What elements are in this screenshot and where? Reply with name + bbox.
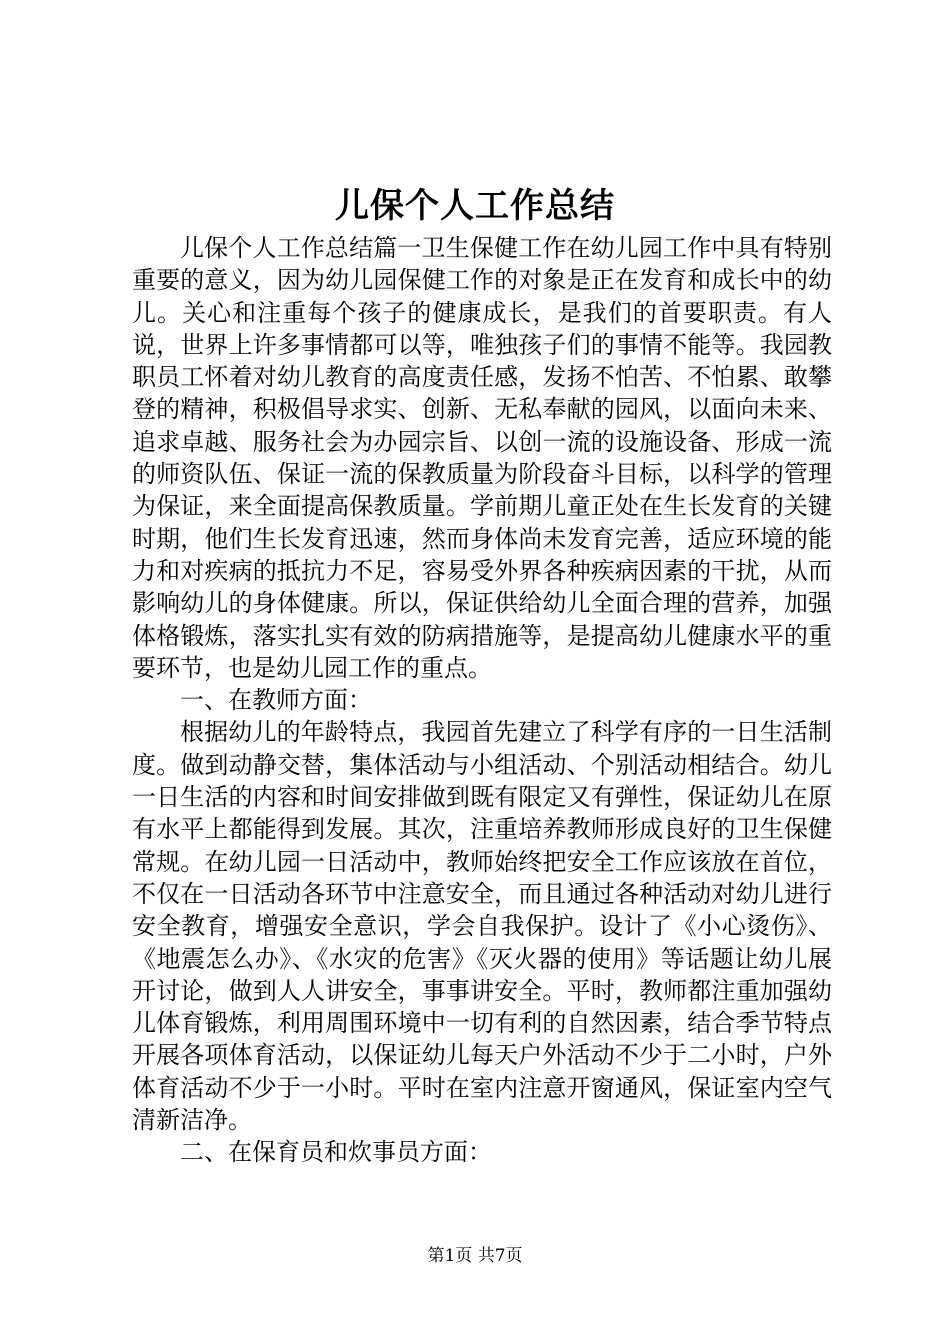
document-body — [132, 232, 832, 1169]
document-title: 儿保个人工作总结 — [335, 186, 615, 226]
section-heading: 一、在教师方面： — [180, 686, 372, 715]
body-paragraph: 根据幼儿的年龄特点，我园首先建立了科学有序的一日生活制度。做到动静交替，集体活动与小组活动、个别活动相结合。幼儿一日生活的内容和时间安排做到既有限定又有弹性，保证幼儿在原有水平上都能得到发展。其次，注重培养教师形成良好的卫生保健常规。在幼儿园一日活动中，教师始终把安全工作应该放在首位，不仅在一日活动各环节中注意安全，而且通过各种活动对幼儿进行安全教育，增强安全意识，学会自我保护。设计了《小心烫伤》、《地震怎么办》、《水灾的危害》《灭火器的使用》等话题让幼儿展开讨论，做到人人讲安全，事事讲安全。平时，教师都注重加强幼儿体育锻炼，利用周围环境中一切有利的自然因素，结合季节特点开展各项体育活动，以保证幼儿每天户外活动不少于二小时，户外体育活动不少于一小时。平时在室内注意开窗通风，保证室内空气清新洁净。 — [132, 718, 832, 1135]
page-number-footer: 第1页 共7页 — [427, 1246, 523, 1266]
body-paragraph: 儿保个人工作总结篇一卫生保健工作在幼儿园工作中具有特别重要的意义，因为幼儿园保健工作的对象是正在发育和成长中的幼儿。关心和注重每个孩子的健康成长，是我们的首要职责。有人说，世界上许多事情都可以等，唯独孩子们的事情不能等。我园教职员工怀着对幼儿教育的高度责任感，发扬不怕苦、不怕累、敢攀登的精神，积极倡导求实、创新、无私奉献的园风，以面向未来、追求卓越、服务社会为办园宗旨、以创一流的设施设备、形成一流的师资队伍、保证一流的保教质量为阶段奋斗目标，以科学的管理为保证，来全面提高保教质量。学前期儿童正处在生长发育的关键时期，他们生长发育迅速，然而身体尚未发育完善，适应环境的能力和对疾病的抵抗力不足，容易受外界各种疾病因素的干扰，从而影响幼儿的身体健康。所以，保证供给幼儿全面合理的营养，加强体格锻炼，落实扎实有效的防病措施等，是提高幼儿健康水平的重要环节，也是幼儿园工作的重点。 — [132, 234, 832, 682]
section-heading: 二、在保育员和炊事员方面： — [180, 1138, 492, 1167]
